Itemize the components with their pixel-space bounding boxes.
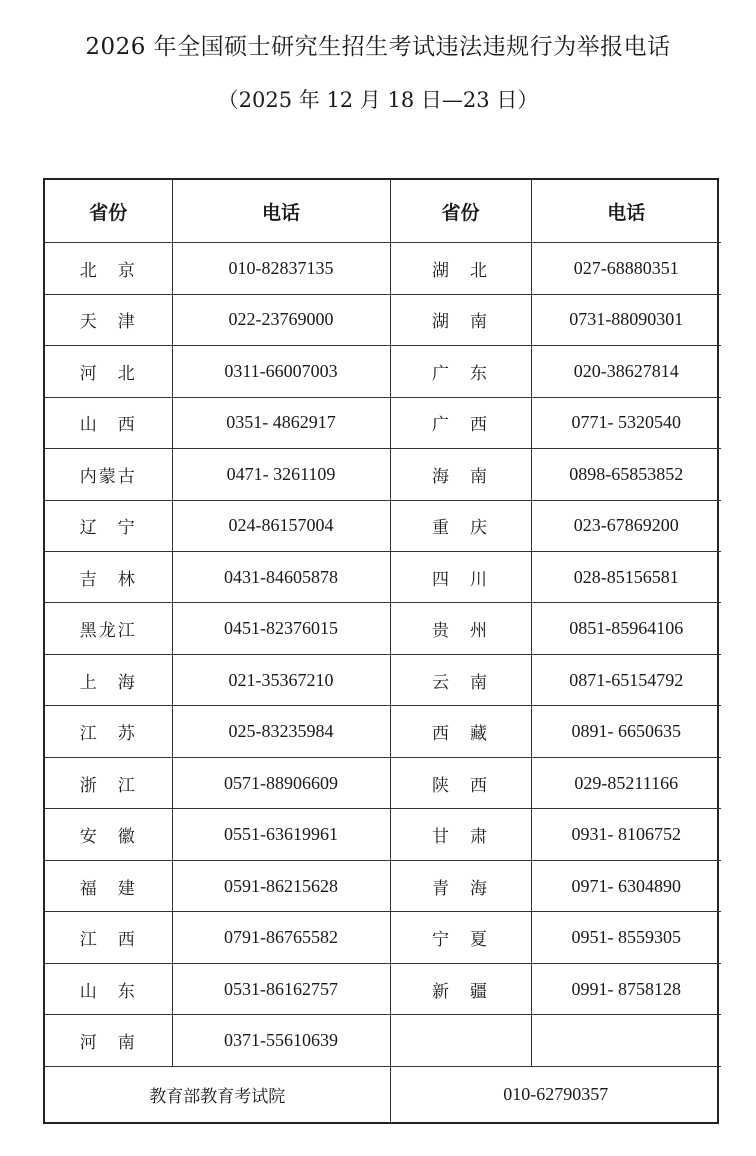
phone-cell: 0891- 6650635 [531,706,721,757]
header-phone-right: 电话 [531,180,721,243]
table-row [45,603,721,654]
table-row [45,757,721,808]
province-cell: 甘 肃 [390,809,531,860]
header-province-left: 省份 [45,180,172,243]
province-cell: 青 海 [390,860,531,911]
header-province-right: 省份 [390,180,531,243]
province-cell: 广 西 [390,397,531,448]
phone-cell: 0431-84605878 [172,552,390,603]
province-cell: 山 东 [45,963,172,1014]
phone-cell: 0571-88906609 [172,757,390,808]
province-cell: 河 南 [45,1015,172,1066]
phone-cell: 0551-63619961 [172,809,390,860]
province-cell: 上 海 [45,654,172,705]
page-title: 2026 年全国硕士研究生招生考试违法违规行为举报电话 [85,34,671,60]
province-cell: 吉 林 [45,552,172,603]
province-cell: 湖 北 [390,243,531,294]
phone-cell: 0371-55610639 [172,1015,390,1066]
phone-cell: 010-82837135 [172,243,390,294]
table-row [45,706,721,757]
phone-cell: 020-38627814 [531,346,721,397]
table-row [45,294,721,345]
phone-cell: 0898-65853852 [531,449,721,500]
province-cell: 重 庆 [390,500,531,551]
table-footer-row [45,1066,721,1122]
hotline-table [45,180,721,1122]
table-row [45,500,721,551]
phone-cell: 0351- 4862917 [172,397,390,448]
phone-cell: 029-85211166 [531,757,721,808]
phone-cell: 0771- 5320540 [531,397,721,448]
province-cell: 广 东 [390,346,531,397]
date-range-subtitle: （2025 年 12 月 18 日—23 日） [217,88,539,112]
province-cell: 陕 西 [390,757,531,808]
phone-cell: 024-86157004 [172,500,390,551]
phone-cell [531,1015,721,1066]
table-row [45,397,721,448]
province-cell: 安 徽 [45,809,172,860]
province-cell: 江 苏 [45,706,172,757]
phone-cell: 027-68880351 [531,243,721,294]
province-cell: 北 京 [45,243,172,294]
phone-cell: 0451-82376015 [172,603,390,654]
province-cell: 贵 州 [390,603,531,654]
phone-cell: 0471- 3261109 [172,449,390,500]
phone-cell: 0931- 8106752 [531,809,721,860]
footer-org-cell: 教育部教育考试院 [45,1066,390,1122]
province-cell: 辽 宁 [45,500,172,551]
table-row [45,860,721,911]
phone-cell: 0791-86765582 [172,912,390,963]
province-cell: 天 津 [45,294,172,345]
phone-cell: 0311-66007003 [172,346,390,397]
province-cell: 四 川 [390,552,531,603]
province-cell: 浙 江 [45,757,172,808]
phone-cell: 0591-86215628 [172,860,390,911]
phone-cell: 0731-88090301 [531,294,721,345]
province-cell: 西 藏 [390,706,531,757]
footer-phone-cell: 010-62790357 [390,1066,721,1122]
province-cell: 湖 南 [390,294,531,345]
province-cell: 宁 夏 [390,912,531,963]
table-row [45,963,721,1014]
province-cell [390,1015,531,1066]
table-row [45,243,721,294]
phone-cell: 023-67869200 [531,500,721,551]
phone-cell: 025-83235984 [172,706,390,757]
province-cell: 海 南 [390,449,531,500]
phone-cell: 028-85156581 [531,552,721,603]
phone-cell: 0531-86162757 [172,963,390,1014]
phone-cell: 0971- 6304890 [531,860,721,911]
phone-cell: 022-23769000 [172,294,390,345]
table-header-row [45,180,721,243]
province-cell: 山 西 [45,397,172,448]
phone-cell: 0871-65154792 [531,654,721,705]
hotline-table-container [43,178,719,1124]
province-cell: 河 北 [45,346,172,397]
province-cell: 新 疆 [390,963,531,1014]
header-phone-left: 电话 [172,180,390,243]
province-cell: 内蒙古 [45,449,172,500]
province-cell: 云 南 [390,654,531,705]
table-row [45,809,721,860]
province-cell: 江 西 [45,912,172,963]
table-row [45,449,721,500]
table-row [45,654,721,705]
table-row [45,1015,721,1066]
table-row [45,346,721,397]
phone-cell: 0851-85964106 [531,603,721,654]
table-row [45,552,721,603]
phone-cell: 0951- 8559305 [531,912,721,963]
phone-cell: 0991- 8758128 [531,963,721,1014]
province-cell: 福 建 [45,860,172,911]
province-cell: 黑龙江 [45,603,172,654]
table-row [45,912,721,963]
phone-cell: 021-35367210 [172,654,390,705]
